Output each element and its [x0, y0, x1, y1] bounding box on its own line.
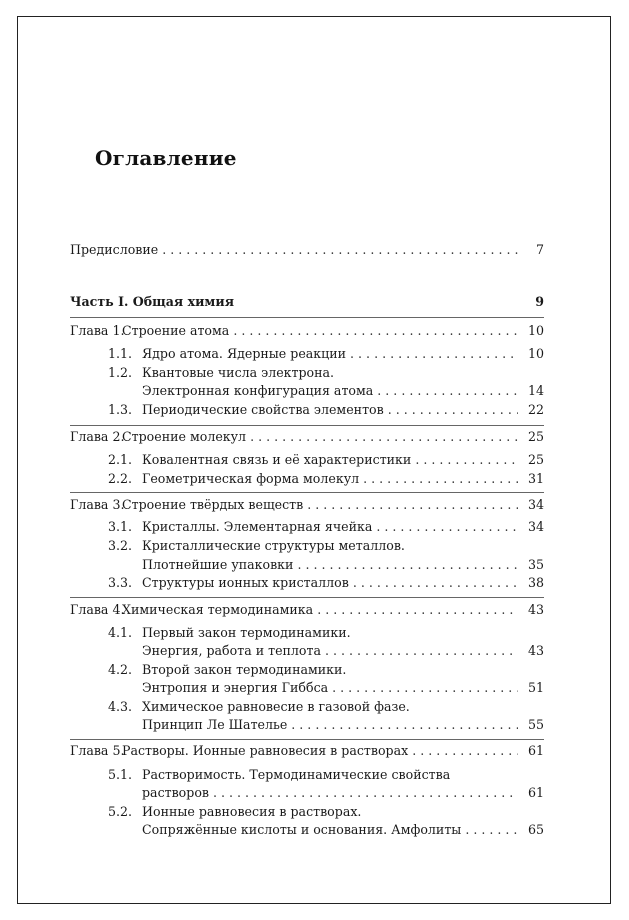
page-title: Оглавление — [95, 146, 237, 170]
section-page: 22 — [527, 402, 544, 417]
dot-leader — [297, 556, 518, 574]
toc-entry-part-1[interactable] — [70, 293, 544, 311]
section-title: Геометрическая форма молекул — [142, 471, 360, 486]
section-number: 4.1. — [107, 625, 132, 640]
dot-leader — [291, 716, 518, 734]
toc-entry-section-3-2[interactable] — [70, 537, 544, 555]
toc-entry-section-3-3[interactable] — [70, 574, 544, 592]
section-page: 43 — [527, 643, 544, 658]
dot-leader — [325, 642, 518, 660]
preface-label: Предисловие — [70, 242, 159, 257]
section-title-cont: Энергия, работа и теплота — [142, 643, 321, 658]
section-title-cont: растворов — [142, 785, 209, 800]
section-page: 65 — [527, 822, 544, 837]
section-number: 2.1. — [107, 452, 132, 467]
section-title: Ковалентная связь и её характеристики — [142, 452, 412, 467]
toc-entry-section-2-2[interactable] — [70, 470, 544, 488]
divider — [70, 317, 544, 318]
section-page: 51 — [527, 680, 544, 695]
chapter-title: Строение твёрдых веществ — [122, 497, 304, 512]
toc-entry-section-3-1[interactable] — [70, 518, 544, 536]
dot-leader — [465, 821, 518, 839]
toc-entry-section-4-2-cont[interactable] — [70, 679, 544, 697]
part-label: Часть I. Общая химия — [70, 294, 235, 309]
section-number: 3.3. — [107, 575, 132, 590]
toc-entry-section-5-2-cont[interactable] — [70, 821, 544, 839]
section-title: Растворимость. Термодинамические свойства — [142, 767, 451, 782]
toc-entry-section-5-1[interactable] — [70, 766, 544, 784]
section-title-cont: Плотнейшие упаковки — [142, 557, 294, 572]
dot-leader — [363, 470, 518, 488]
section-title-cont: Сопряжённые кислоты и основания. Амфолиты — [142, 822, 462, 837]
section-page: 55 — [527, 717, 544, 732]
dot-leader — [307, 496, 518, 514]
section-title: Кристаллические структуры металлов. — [142, 538, 405, 553]
divider — [70, 492, 544, 493]
dot-leader — [376, 518, 518, 536]
dot-leader — [415, 451, 518, 469]
dot-leader — [213, 784, 518, 802]
chapter-title: Растворы. Ионные равновесия в растворах — [122, 743, 409, 758]
section-page: 10 — [527, 346, 544, 361]
section-number: 5.1. — [107, 767, 132, 782]
chapter-number: Глава 4. — [70, 602, 125, 617]
section-title: Периодические свойства элементов — [142, 402, 384, 417]
dot-leader — [233, 322, 518, 340]
section-title-cont: Электронная конфигурация атома — [142, 383, 374, 398]
section-number: 4.3. — [107, 699, 132, 714]
dot-leader — [388, 401, 518, 419]
chapter-page: 43 — [527, 602, 544, 617]
section-number: 1.3. — [107, 402, 132, 417]
dot-leader — [353, 574, 518, 592]
toc-entry-chapter-5[interactable] — [70, 742, 544, 760]
section-title: Ядро атома. Ядерные реакции — [142, 346, 347, 361]
section-page: 31 — [527, 471, 544, 486]
section-page: 14 — [527, 383, 544, 398]
chapter-page: 25 — [527, 429, 544, 444]
section-title: Первый закон термодинамики. — [142, 625, 351, 640]
toc-entry-section-3-2-cont[interactable] — [70, 556, 544, 574]
chapter-number: Глава 1. — [70, 323, 125, 338]
section-title: Структуры ионных кристаллов — [142, 575, 349, 590]
toc-entry-section-4-3[interactable] — [70, 698, 544, 716]
toc-entry-section-4-2[interactable] — [70, 661, 544, 679]
toc-entry-chapter-4[interactable] — [70, 601, 544, 619]
section-title: Ионные равновесия в растворах. — [142, 804, 362, 819]
dot-leader — [377, 382, 518, 400]
dot-leader — [332, 679, 518, 697]
preface-page: 7 — [535, 242, 544, 257]
toc-entry-section-2-1[interactable] — [70, 451, 544, 469]
part-page: 9 — [535, 294, 544, 309]
chapter-number: Глава 2. — [70, 429, 125, 444]
divider — [70, 597, 544, 598]
toc-entry-section-5-2[interactable] — [70, 803, 544, 821]
chapter-title: Химическая термодинамика — [122, 602, 314, 617]
section-page: 35 — [527, 557, 544, 572]
section-page: 38 — [527, 575, 544, 590]
toc-entry-section-4-3-cont[interactable] — [70, 716, 544, 734]
toc-entry-section-1-3[interactable] — [70, 401, 544, 419]
dot-leader — [250, 428, 518, 446]
chapter-number: Глава 5. — [70, 743, 125, 758]
section-number: 1.2. — [107, 365, 132, 380]
divider — [70, 739, 544, 740]
section-number: 3.1. — [107, 519, 132, 534]
chapter-title: Строение молекул — [122, 429, 247, 444]
section-number: 1.1. — [107, 346, 132, 361]
dot-leader — [412, 742, 518, 760]
section-number: 3.2. — [107, 538, 132, 553]
section-number: 2.2. — [107, 471, 132, 486]
section-title: Кристаллы. Элементарная ячейка — [142, 519, 373, 534]
chapter-number: Глава 3. — [70, 497, 125, 512]
section-page: 25 — [527, 452, 544, 467]
section-page: 61 — [527, 785, 544, 800]
chapter-page: 34 — [527, 497, 544, 512]
section-title-cont: Энтропия и энергия Гиббса — [142, 680, 329, 695]
dot-leader — [350, 345, 518, 363]
dot-leader — [162, 241, 518, 259]
chapter-page: 10 — [527, 323, 544, 338]
dot-leader — [317, 601, 518, 619]
toc-entry-chapter-1[interactable] — [70, 322, 544, 340]
section-page: 34 — [527, 519, 544, 534]
toc-entry-section-4-1-cont[interactable] — [70, 642, 544, 660]
section-title-cont: Принцип Ле Шателье — [142, 717, 288, 732]
chapter-page: 61 — [527, 743, 544, 758]
toc-entry-chapter-3[interactable] — [70, 496, 544, 514]
toc-entry-chapter-2[interactable] — [70, 428, 544, 446]
toc-entry-section-1-2[interactable] — [70, 364, 544, 382]
toc-entry-section-1-2-cont[interactable] — [70, 382, 544, 400]
toc-entry-section-5-1-cont[interactable] — [70, 784, 544, 802]
section-title: Второй закон термодинамики. — [142, 662, 347, 677]
section-title: Квантовые числа электрона. — [142, 365, 335, 380]
toc-entry-section-1-1[interactable] — [70, 345, 544, 363]
chapter-title: Строение атома — [122, 323, 230, 338]
section-title: Химическое равновесие в газовой фазе. — [142, 699, 410, 714]
section-number: 4.2. — [107, 662, 132, 677]
toc-entry-section-4-1[interactable] — [70, 624, 544, 642]
section-number: 5.2. — [107, 804, 132, 819]
divider — [70, 425, 544, 426]
toc-entry-preface[interactable] — [70, 241, 544, 259]
